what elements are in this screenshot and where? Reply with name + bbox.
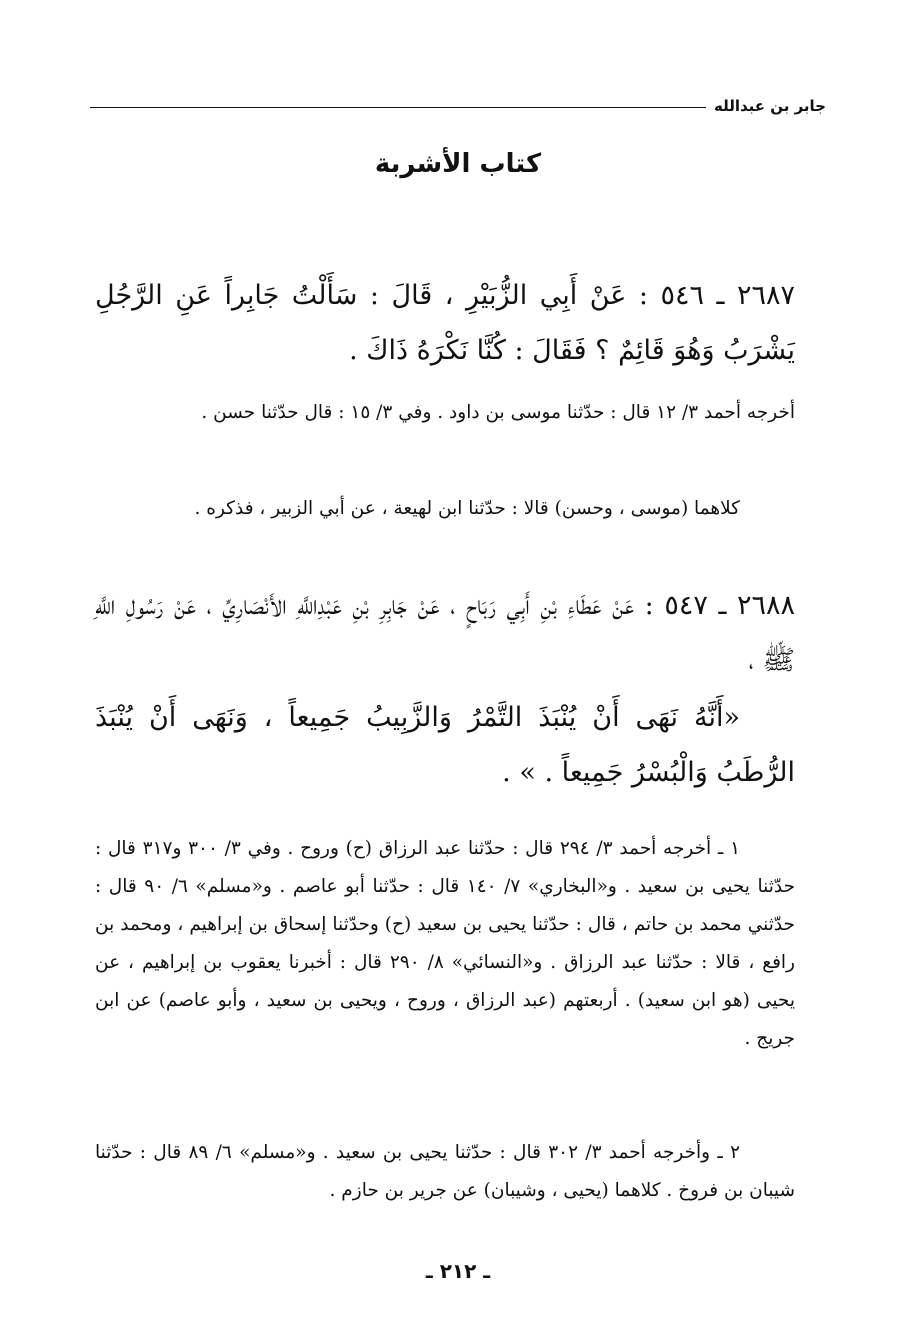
hadith-2688-note-item-2: ٢ ـ وأخرجه أحمد ٣/ ٣٠٢ قال : حدّثنا يحيى بن سعيد . و«مسلم» ٦/ ٨٩ قال : حدّثنا شيبان بن فروخ . كلاهما (يحيى ، وشيبان) عن جرير بن حازم . xyxy=(95,1142,795,1201)
hadith-2688-matn: «أَنَّهُ نَهَى أَنْ يُنْبَذَ التَّمْرُ وَالزَّبِيبُ جَمِيعاً ، وَنَهَى أَنْ يُنْبَذَ الرُّطَبُ وَالْبُسْرُ جَمِيعاً . » . xyxy=(95,702,795,788)
hadith-2688-isnad: ٢٦٨٨ ـ ٥٤٧ : عَنْ عَطَاءِ بْنِ أَبِي رَبَاحٍ ، عَنْ جَابِرِ بْنِ عَبْدِاللَّهِ الأَنْصَارِيِّ ، عَنْ رَسُولِ اللَّهِ ﷺ ، xyxy=(95,590,795,676)
chapter-title: كتاب الأشربة xyxy=(374,149,542,179)
hadith-2688-note-item-1: ١ ـ أخرجه أحمد ٣/ ٢٩٤ قال : حدّثنا عبد الرزاق (ح) وروح . وفي ٣/ ٣٠٠ و٣١٧ قال : حدّثنا يحيى بن سعيد . و«البخاري» ٧/ ١٤٠ قال : حدّثنا أبو عاصم . و«مسلم» ٦/ ٩٠ قال : حدّثني محمد بن حاتم ، قال : حدّثنا يحيى بن سعيد (ح) وحدّثنا إسحاق بن إبراهيم ، ومحمد بن رافع ، قالا : حدّثنا عبد الرزاق . و«النسائي» ٨/ ٢٩٠ قال : أخبرنا يعقوب بن إبراهيم ، عن يحيى (هو ابن سعيد) . أربعتهم (عبد الرزاق ، وروح ، ويحيى بن سعيد ، وأبو عاصم) عن ابن جريج . xyxy=(95,838,796,1049)
hadith-2687-note-summary: كلاهما (موسى ، وحسن) قالا : حدّثنا ابن لهيعة ، عن أبي الزبير ، فذكره . xyxy=(194,498,740,519)
hadith-2687-text: ٢٦٨٧ ـ ٥٤٦ : عَنْ أَبِي الزُّبَيْرِ ، قَالَ : سَأَلْتُ جَابِراً عَنِ الرَّجُلِ يَشْرَبُ وَهُوَ قَائِمٌ ؟ فَقَالَ : كُنَّا نَكْرَهُ ذَاكَ . xyxy=(95,280,796,366)
running-header xyxy=(90,96,826,120)
running-title: جابر بن عبدالله xyxy=(706,96,826,116)
page-number: ـ ٢١٢ ـ xyxy=(425,1259,491,1283)
hadith-2687-note-takhrij: أخرجه أحمد ٣/ ١٢ قال : حدّثنا موسى بن داود . وفي ٣/ ١٥ : قال حدّثنا حسن . xyxy=(201,402,795,423)
